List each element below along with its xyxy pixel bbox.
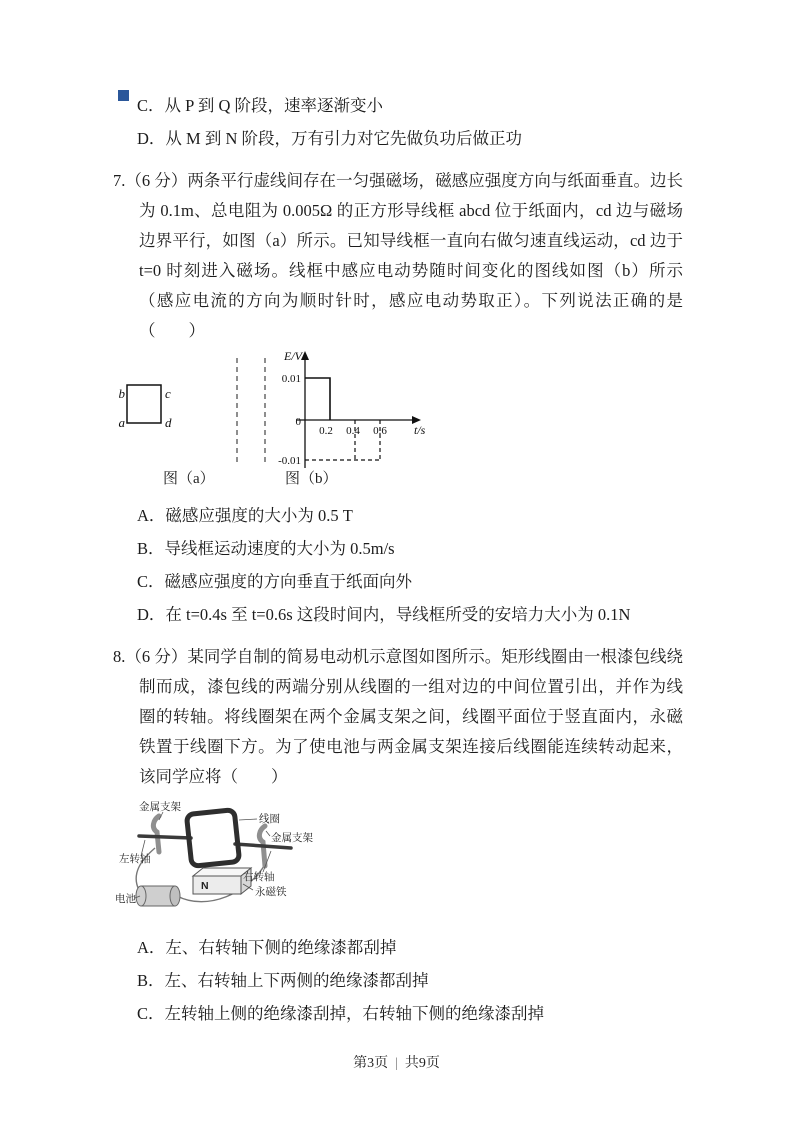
corner-label-c: c (165, 386, 171, 401)
label-battery: 电池 (115, 893, 136, 905)
q7-option-c: C．磁感应强度的方向垂直于纸面向外 (137, 572, 413, 591)
y-axis-arrow (301, 351, 309, 360)
square-loop-abcd (127, 385, 161, 423)
q8-option-c: C．左转轴上侧的绝缘漆刮掉，右转轴下侧的绝缘漆刮掉 (137, 1004, 545, 1023)
corner-label-a: a (118, 415, 125, 430)
label-axle-left: 左转轴 (119, 853, 151, 865)
page-content (113, 88, 683, 1032)
right-axle (235, 844, 291, 848)
magnet-pole-label: N (201, 880, 209, 892)
label-magnet: 永磁铁 (255, 886, 287, 898)
corner-label-d: d (165, 415, 172, 430)
page-footer (0, 1052, 793, 1072)
q7-option-a: A．磁感应强度的大小为 0.5 T (137, 506, 353, 525)
battery-cap-left (136, 886, 146, 906)
left-axle (139, 836, 191, 838)
leader-coil (239, 819, 257, 820)
question-7-options (113, 501, 683, 630)
fig-b-caption: 图（b） (285, 471, 338, 487)
battery-cap-right (170, 886, 180, 906)
question-7-stem: 7.（6 分）两条平行虚线间存在一匀强磁场，磁感应强度方向与纸面垂直。边长为 0.1m、总电阻为 0.005Ω 的正方形导线框 abcd 位于纸面内，cd 边与磁场边界平行，如图（a）所示。已知导线框一直向右做匀速直线运动，cd 边于 t=0 时刻进入磁场。线框中感应电动势随时间变化的图线如图（b）所示（感应电流的方向为顺时针时，感应电动势取正）。下列说法正确的是（ ） (113, 171, 683, 340)
fig-a-loop-diagram (113, 348, 293, 468)
ytick-neg0p01: -0.01 (278, 455, 301, 467)
coil (186, 810, 239, 867)
xtick-0p2: 0.2 (319, 425, 333, 437)
motor-sketch (113, 798, 348, 928)
xtick-0p4: 0.4 (346, 425, 360, 437)
label-bracket-right: 金属支架 (271, 832, 313, 844)
x-axis-label: t/s (414, 423, 426, 437)
q8-option-a: A．左、右转轴下侧的绝缘漆都刮掉 (137, 938, 397, 957)
ytick-0p01: 0.01 (281, 373, 301, 385)
footer-page-number: 第3页 (353, 1056, 389, 1071)
question-8-options (113, 933, 683, 1029)
footer-total-pages: 共9页 (404, 1056, 440, 1071)
fig-b-emf-graph (268, 348, 448, 476)
y-axis-label: E/V (284, 349, 302, 363)
prev-option-c: C．从 P 到 Q 阶段，速率逐渐变小 (137, 96, 383, 115)
label-coil: 线圈 (259, 813, 280, 825)
question-8-stem: 8.（6 分）某同学自制的简易电动机示意图如图所示。矩形线圈由一根漆包线绕制而成，漆包线的两端分别从线圈的一组对边的中间位置引出，并作为线圈的转轴。将线圈架在两个金属支架之间，线圈平面位于竖直面内，永磁铁置于线圈下方。为了使电池与两金属支架连接后线圈能连续转动起来，该同学应将（ ） (113, 647, 683, 786)
ytick-0: 0 (295, 416, 301, 428)
footer-separator: | (395, 1056, 398, 1071)
question-7-figure (113, 348, 683, 498)
metal-bracket-left (153, 816, 159, 852)
emf-curve-positive-segment (305, 378, 330, 420)
q8-option-b: B．左、右转轴上下两侧的绝缘漆都刮掉 (137, 971, 429, 990)
corner-label-b: b (118, 386, 125, 401)
question-8-figure (113, 798, 683, 930)
label-bracket-left: 金属支架 (139, 801, 181, 813)
q7-option-d: D．在 t=0.4s 至 t=0.6s 这段时间内，导线框所受的安培力大小为 0.1N (137, 605, 631, 624)
q7-option-b: B．导线框运动速度的大小为 0.5m/s (137, 539, 395, 558)
label-axle-right: 右转轴 (243, 871, 275, 883)
leader-bracket-right (266, 831, 270, 836)
prev-option-d: D．从 M 到 N 阶段，万有引力对它先做负功后做正功 (137, 129, 523, 148)
fig-a-caption: 图（a） (163, 471, 215, 487)
xtick-0p6: 0.6 (373, 425, 387, 437)
